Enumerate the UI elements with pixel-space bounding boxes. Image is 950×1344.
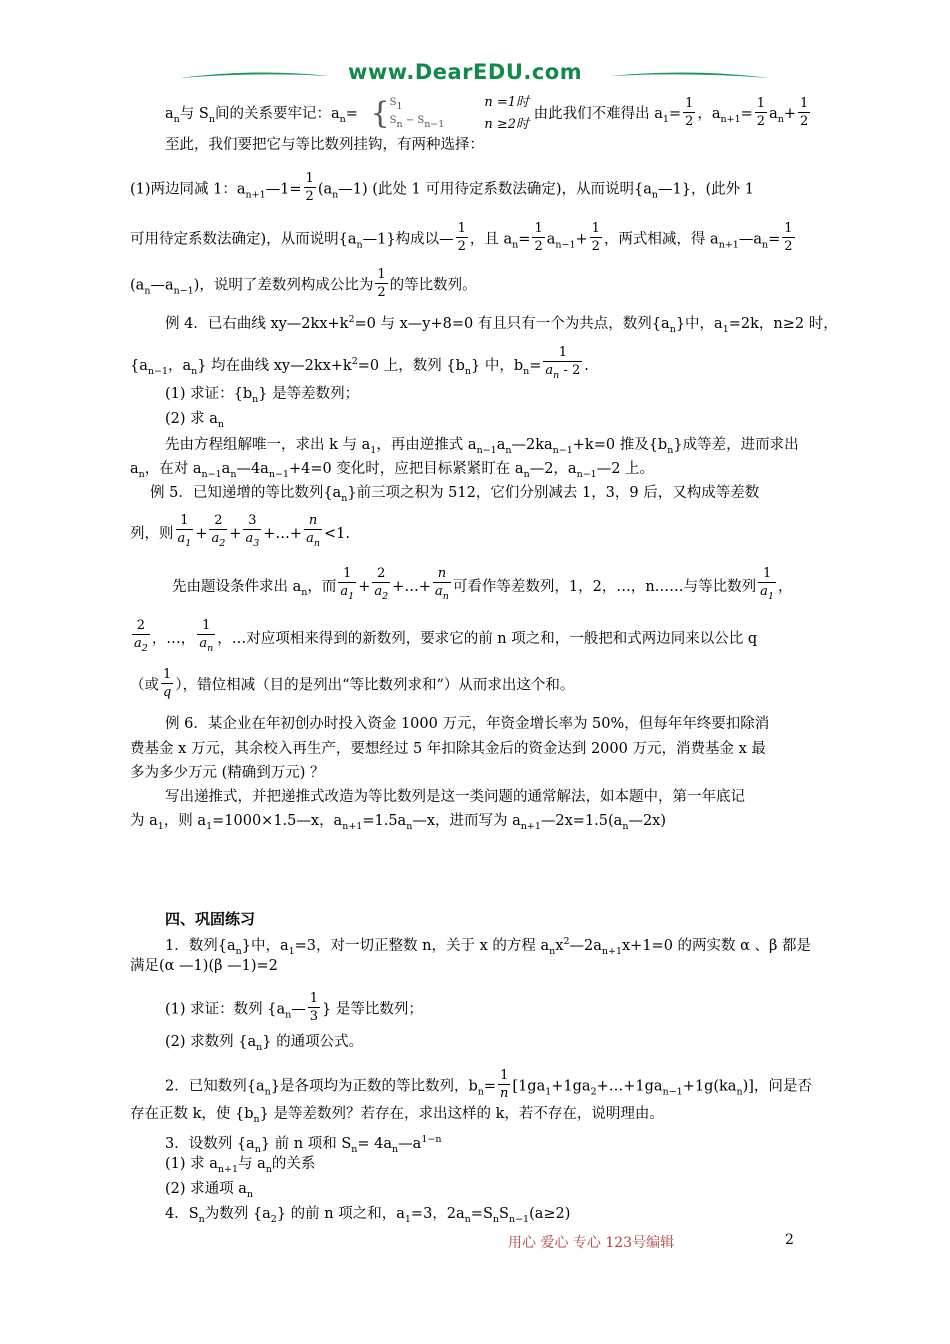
- fraction-3-a3: $\frac{3}{a_3}$: [243, 512, 261, 552]
- example-5-line-2: 列，则 $\frac{1}{a_1}$ + $\frac{2}{a_2}$ + $\frac{3}{a_3}$ +…+ $\frac{n}{a_n}$ <1.: [130, 514, 350, 554]
- example-4-solution-1: 先由方程组解唯一，求出 k 与 $a_1$，再由逆推式 $a_{n-1}a_n—2ka_{n-1}+k=0$ 推及$\{b_n\}$成等差，进而求出: [165, 437, 799, 456]
- page-header: [180, 54, 770, 94]
- section-title: 四、巩固练习: [165, 910, 256, 928]
- right-swoosh-decoration: [610, 70, 770, 82]
- exercise-4-line-1: 4．$S_n$为数列 $\{a_2\}$ 的前 n 项之和，$a_1=3$，$2a_n=S_nS_{n-1}(a\ge 2)$: [165, 1206, 571, 1225]
- example-5-solution-1: 先由题设条件求出 $a_n$，而 $\frac{1}{a_1}$ + $\frac{2}{a_2}$ +…+ $\frac{n}{a_n}$ 可看作等差数列，1，2，…，n……与等比数列 $\frac{1}{a_1}$ ，: [172, 567, 792, 607]
- fraction-n-an: $\frac{n}{a_n}$: [433, 565, 451, 605]
- site-brand[interactable]: www.DearEDU.com: [348, 60, 583, 84]
- fraction-half: $\frac{1}{2}$: [756, 95, 766, 129]
- fraction-half: $\frac{1}{2}$: [377, 267, 386, 300]
- exercise-3-question-2: (2) 求通项 $a_n$: [165, 1181, 254, 1200]
- fraction-1-q: $\frac{1}{q}$: [163, 667, 172, 700]
- example-4-line-1: 例 4．已右曲线 $xy—2kx+k^2=0$ 与 x—y+8=0 有且只有一个为共点，数列$\{a_n\}$中，$a_1=2k$，n≥2 时，: [165, 314, 838, 335]
- fraction-half: $\frac{1}{2}$: [457, 221, 466, 254]
- example-6-solution-2: 为 $a_1$，则 $a_1=1000\times 1.5—x$，$a_{n+1}=1.5a_n—x$，进而写为 $a_{n+1}—2x=1.5(a_n—2x)$: [130, 813, 666, 832]
- fraction-n-an: $\frac{n}{a_n}$: [304, 512, 322, 552]
- example-5-solution-3: （或 $\frac{1}{q}$ ），错位相减（目的是列出“等比数列求和”）从而求出这个和。: [130, 667, 575, 700]
- example-5-line-1: 例 5．已知递增的等比数列$\{a_n\}$前三项之积为 512，它们分别减去 1，3，9 后，又构成等差数: [150, 485, 760, 504]
- example-6-line-1: 例 6．某企业在年初创办时投入资金 1000 万元，年资金增长率为 50%，但每年年终要扣除消: [165, 716, 770, 732]
- exercise-3-question-1: (1) 求 $a_{n+1}$与 $a_n$的关系: [165, 1156, 316, 1175]
- example-5-solution-2: $\frac{2}{a_2}$ ，…， $\frac{1}{a_n}$ ，…对应项相来得到的新数列，要求它的前 n 项之和，一般把和式两边同来以公比 q: [130, 619, 757, 659]
- line-option-2: 可用待定系数法确定)，从而说明$\{a_n—1\}$构成以— $\frac{1}{2}$ ，且 $a_n=$ $\frac{1}{2}$ $a_{n-1}+$ $\frac{1}{2}$ ，两式相减，得 $a_{n+1}—a_n=$ $\frac{1}{2}$: [130, 221, 793, 254]
- fraction-half: $\frac{1}{2}$: [685, 95, 694, 129]
- fraction-1-a1: $\frac{1}{a_1}$: [176, 512, 194, 552]
- exercise-3-line-1: 3．设数列 $\{a_n\}$ 前 n 项和 $S_n=$ $4a_n—a^{1-n}$: [165, 1134, 442, 1155]
- fraction-half: $\frac{1}{2}$: [534, 221, 543, 254]
- fraction-half: $\frac{1}{2}$: [591, 221, 600, 254]
- example-4-question-2: (2) 求 $a_n$: [165, 411, 225, 430]
- fraction-2-a2: $\frac{2}{a_2}$: [209, 512, 227, 552]
- case-terms: S1 Sn − Sn−1: [389, 97, 445, 130]
- fraction-2-a2: $\frac{2}{a_2}$: [372, 565, 390, 605]
- fraction-1-a1: $\frac{1}{a_1}$: [338, 565, 356, 605]
- fraction-2-a2: $\frac{2}{a_2}$: [132, 617, 150, 657]
- paragraph-link: 至此，我们要把它与等比数列挂钩，有两种选择：: [165, 137, 484, 153]
- example-6-line-2: 费基金 x 万元，其余校入再生产，要想经过 5 年扣除其金后的资金达到 2000 万元，消费基金 x 最: [130, 741, 766, 757]
- line-option-1: (1)两边同减 1：$a_{n+1}—1=$ $\frac{1}{2}$ $(a_n—1)$ (此处 1 可用待定系数法确定)，从而说明$\{a_n—1\}$，(此外 1: [130, 171, 754, 204]
- fraction-half: $\frac{1}{2}$: [784, 221, 793, 254]
- footer-note: 用心 爱心 专心 123号编辑: [508, 1235, 675, 1251]
- example-6-line-3: 多为多少万元 (精确到万元) ？: [130, 765, 325, 781]
- page-number: 2: [785, 1232, 794, 1248]
- example-4-question-1: (1) 求证：$\{b_n\}$ 是等差数列；: [165, 386, 360, 405]
- example-4-line-2: {$a_{n-1}$，$a_n$} 均在曲线 $xy—2kx+k^2=0$ 上，数列 $\{b_n\}$ 中，$b_n=$ $\frac{1}{a_n - 2}$ .: [130, 346, 589, 386]
- left-swoosh-decoration: [180, 70, 330, 82]
- case-conditions: n =1时 n ≥2时: [484, 95, 529, 132]
- fraction-one-third: $\frac{1}{3}$: [309, 991, 319, 1024]
- fraction-1-n: $\frac{1}{n}$: [500, 1068, 509, 1101]
- exercise-1-line-1: 1．数列$\{a_n\}$中，$a_1=3$，对一切正整数 n，关于 x 的方程 $a_nx^2—2a_{n+1}x+1=0$ 的两实数 α 、β 都是: [165, 936, 812, 957]
- fraction-1-a1: $\frac{1}{a_1}$: [758, 565, 776, 605]
- exercise-2-line-2: 存在正数 k，使 $\{b_n\}$ 是等差数列？若存在，求出这样的 k，若不存在，说明理由。: [130, 1106, 664, 1125]
- fraction-bn: $\frac{1}{a_n - 2}$: [543, 344, 582, 384]
- exercise-1-question-1: (1) 求证：数列 {$a_n—$ $\frac{1}{3}$ } 是等比数列；: [165, 991, 423, 1024]
- exercise-1-line-2: 满足(α —1)(β —1)=2: [130, 958, 278, 974]
- line-relation: $a_n$与 $S_n$间的关系要牢记：$a_n= \{S1$ Sn − Sn−1n =1时 n ≥2时 由此我们不难得出 $a_1=$ $\frac{1}{2}$ ，$a_{n+1}=$ $\frac{1}{2}$ $a_n+$ $\frac{1}{2}$: [165, 92, 812, 136]
- fraction-half: $\frac{1}{2}$: [305, 171, 314, 204]
- exercise-1-question-2: (2) 求数列 $\{a_n\}$ 的通项公式。: [165, 1034, 364, 1053]
- line-conclusion: $(a_n—a_{n-1})$，说明了差数列构成公比为 $\frac{1}{2}$ 的等比数列。: [130, 267, 477, 300]
- example-6-solution-1: 写出递推式，并把递推式改造为等比数列是这一类问题的通常解法，如本题中，第一年底记: [165, 789, 745, 805]
- example-4-solution-2: $a_n$，在对 $a_{n-1}a_n—4a_{n-1}+4=0$ 变化时，应把目标紧紧盯在 $a_n—2$，$a_{n-1}—2$ 上。: [130, 461, 655, 480]
- fraction-half: $\frac{1}{2}$: [800, 95, 809, 129]
- case-brace: {: [370, 96, 390, 131]
- fraction-1-an: $\frac{1}{a_n}$: [197, 617, 215, 657]
- exercise-2-line-1: 2．已知数列$\{a_n\}$是各项均为正数的等比数列，$b_n=$ $\frac{1}{n}$ $[1ga_1+1ga_2+\dots+1ga_{n-1}+1g(ka_n)]$，问是否: [165, 1068, 812, 1101]
